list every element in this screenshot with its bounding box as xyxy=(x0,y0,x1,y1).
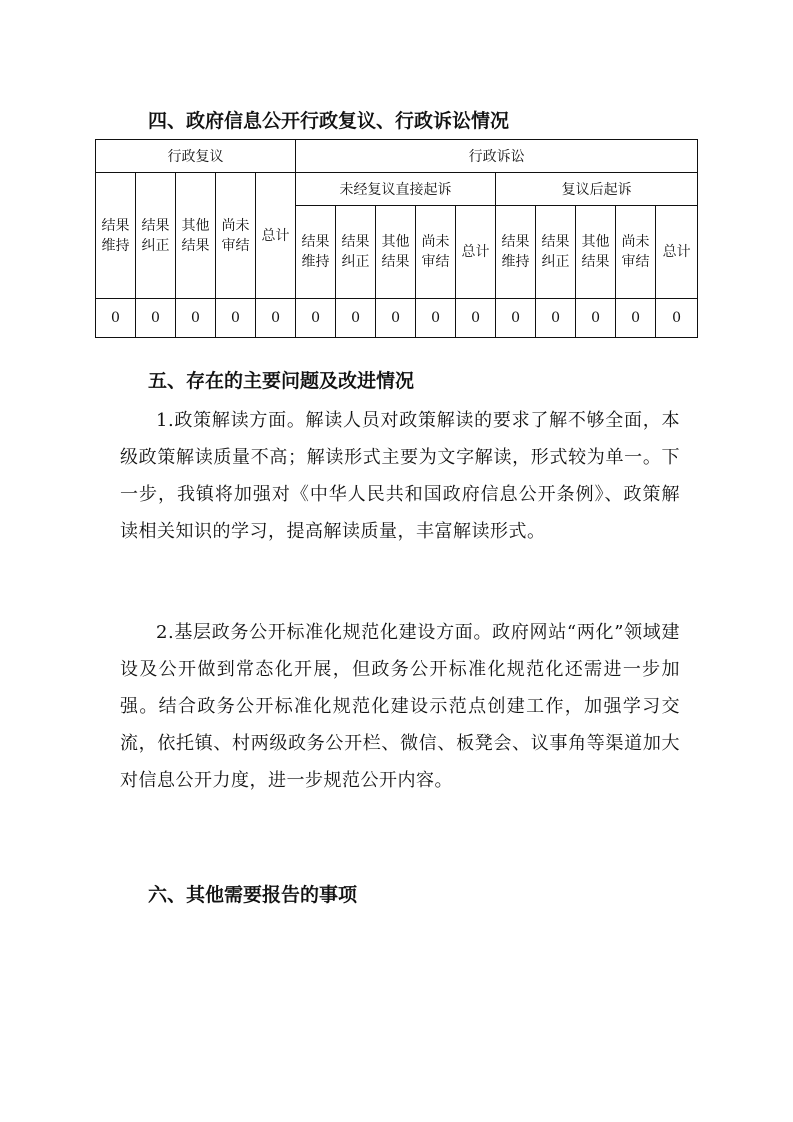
paragraph-policy-interpretation: 1.政策解读方面。解读人员对政策解读的要求了解不够全面，本级政策解读质量不高；解读形式主要为文字解读，形式较为单一。下一步，我镇将加强对《中华人民共和国政府信息公开条例》、政策解读相关知识的学习，提高解读质量，丰富解读形式。 xyxy=(120,410,680,542)
after-col-other: 其他结果 xyxy=(576,206,616,299)
value-cell: 0 xyxy=(536,299,576,338)
after-review-suit-header: 复议后起诉 xyxy=(496,173,698,206)
section-5-heading: 五、存在的主要问题及改进情况 xyxy=(148,370,415,392)
value-cell: 0 xyxy=(496,299,536,338)
value-cell: 0 xyxy=(416,299,456,338)
value-cell: 0 xyxy=(216,299,256,338)
admin-litigation-header: 行政诉讼 xyxy=(296,140,698,173)
review-litigation-table xyxy=(95,139,698,338)
section-6-heading: 六、其他需要报告的事项 xyxy=(148,884,358,906)
review-col-corrected: 结果纠正 xyxy=(136,173,176,299)
review-col-upheld: 结果维持 xyxy=(96,173,136,299)
value-cell: 0 xyxy=(656,299,698,338)
value-cell: 0 xyxy=(96,299,136,338)
value-cell: 0 xyxy=(456,299,496,338)
section-4-heading: 四、政府信息公开行政复议、行政诉讼情况 xyxy=(148,110,510,132)
admin-review-header: 行政复议 xyxy=(96,140,296,173)
value-cell: 0 xyxy=(616,299,656,338)
value-cell: 0 xyxy=(136,299,176,338)
direct-col-other: 其他结果 xyxy=(376,206,416,299)
direct-col-pending: 尚未审结 xyxy=(416,206,456,299)
value-cell: 0 xyxy=(256,299,296,338)
after-col-upheld: 结果维持 xyxy=(496,206,536,299)
table-row xyxy=(96,299,698,338)
after-col-corrected: 结果纠正 xyxy=(536,206,576,299)
direct-col-total: 总计 xyxy=(456,206,496,299)
review-col-other: 其他结果 xyxy=(176,173,216,299)
value-cell: 0 xyxy=(176,299,216,338)
review-col-pending: 尚未审结 xyxy=(216,173,256,299)
review-col-total: 总计 xyxy=(256,173,296,299)
value-cell: 0 xyxy=(336,299,376,338)
value-cell: 0 xyxy=(576,299,616,338)
direct-col-corrected: 结果纠正 xyxy=(336,206,376,299)
after-col-pending: 尚未审结 xyxy=(616,206,656,299)
direct-suit-header: 未经复议直接起诉 xyxy=(296,173,496,206)
paragraph-standardization: 2.基层政务公开标准化规范化建设方面。政府网站“两化”领域建设及公开做到常态化开展，但政务公开标准化规范化还需进一步加强。结合政务公开标准化规范化建设示范点创建工作，加强学习交流，依托镇、村两级政务公开栏、微信、板凳会、议事角等渠道加大对信息公开力度，进一步规范公开内容。 xyxy=(120,622,680,791)
direct-col-upheld: 结果维持 xyxy=(296,206,336,299)
value-cell: 0 xyxy=(296,299,336,338)
value-cell: 0 xyxy=(376,299,416,338)
after-col-total: 总计 xyxy=(656,206,698,299)
